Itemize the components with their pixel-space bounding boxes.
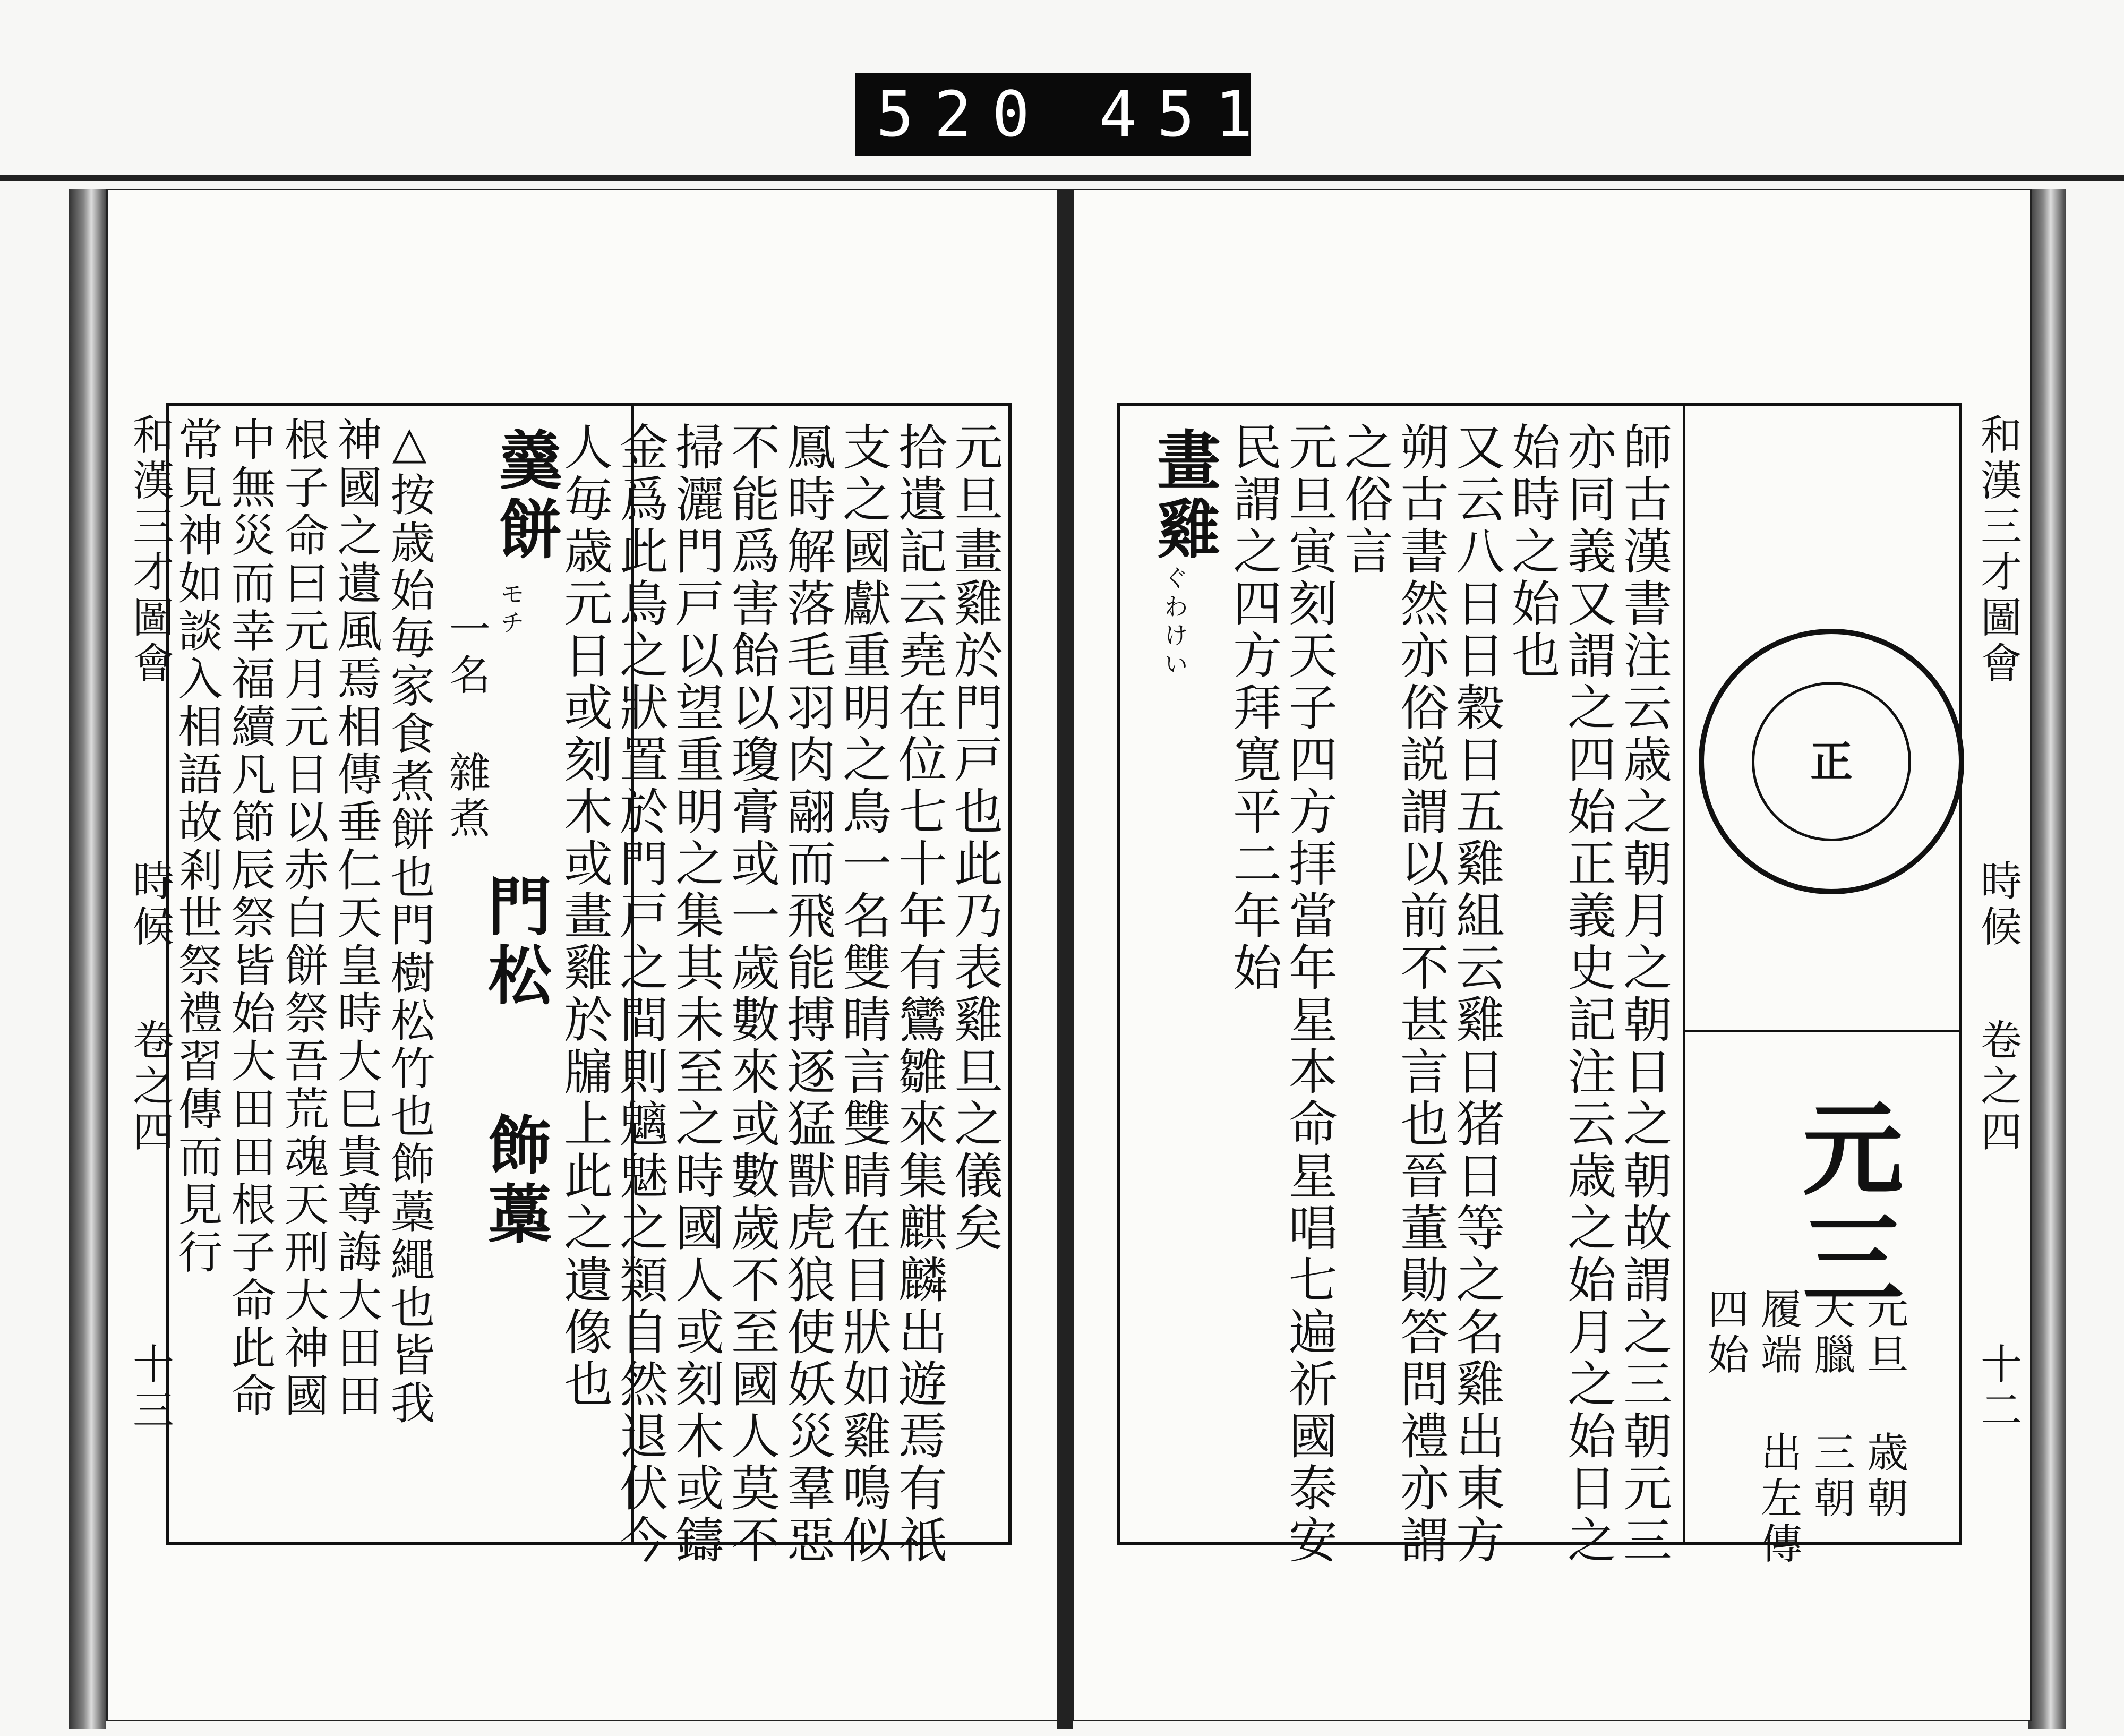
left-page: [106, 189, 1060, 1721]
item-title-kazariwara: 飾藁: [477, 1112, 552, 1250]
sub-item: 履端 出左傳: [1754, 1287, 1802, 1568]
item-reading: ぐわけい: [1160, 565, 1189, 680]
scan-border: [0, 175, 2124, 181]
right-page-header: 和漢三才圖會: [1974, 413, 2022, 687]
left-text-column: 掃灑門戸以望重明之集其未至之時國人或刻木或鑄: [667, 422, 724, 1567]
note-column: 中無災而幸福續凡節辰祭皆始大田田根子命此命: [224, 416, 276, 1420]
section-title-gensan: 元三: [1786, 1096, 1904, 1317]
item-reading: モチ: [496, 581, 525, 638]
left-page-header: 和漢三才圖會: [126, 413, 174, 687]
left-text-frame: [166, 403, 1012, 1567]
right-page-section: 時候: [1974, 859, 2022, 951]
left-text-column: 拾遺記云堯在位七十年有鸞雛來集麒麟出遊焉有祇: [890, 422, 947, 1567]
left-text-column: 鳳時解落毛羽肉翮而飛能搏逐猛獸虎狼使妖災羣惡: [779, 422, 836, 1567]
right-text-column: 亦同義又謂之四始正義史記注云歳之始月之始日之: [1560, 422, 1616, 1567]
left-text-column: 金爲此鳥之狀置於門戸之間則魑魅之類自然退伏今: [612, 422, 669, 1567]
archive-number-right: 451: [1099, 78, 1273, 151]
item-title-kayu-mochi: 羹餅: [488, 427, 563, 565]
right-page-folio: 十二: [1974, 1342, 2022, 1434]
left-text-column: 元旦畫雞於門戸也此乃表雞旦之儀矣: [946, 422, 1003, 1254]
left-page-folio: 十三: [126, 1342, 174, 1434]
note-column: 根子命曰元月元日以赤白餅祭吾荒魂天刑大神國: [277, 416, 329, 1420]
right-page: [1073, 189, 2032, 1721]
left-page-edge: [69, 189, 106, 1729]
sub-item: 四始: [1701, 1287, 1749, 1379]
item-alternate-name: 一名 雜煮: [442, 608, 490, 842]
archive-number-left: 520: [876, 78, 1050, 151]
book-gutter: [1057, 189, 1073, 1729]
left-text-column: 不能爲害飴以瓊膏或一歲數來或數歲不至國人莫不: [723, 422, 780, 1567]
right-text-column: 元旦寅刻天子四方拝當年星本命星唱七遍祈國泰安: [1281, 422, 1338, 1567]
right-page-volume: 卷之四: [1974, 1019, 2022, 1156]
open-book: [69, 189, 2066, 1729]
seal-center-character: 正: [1810, 737, 1853, 786]
left-page-section: 時候: [126, 859, 174, 951]
note-column: 常見神如談入相語故剎世祭禮習傳而見行: [171, 416, 223, 1277]
right-frame-divider: [1683, 406, 1685, 1542]
right-text-column: 民謂之四方拜寛平二年始: [1225, 422, 1282, 994]
left-page-volume: 卷之四: [126, 1019, 174, 1156]
sub-item: 天臘 三朝: [1807, 1287, 1855, 1522]
left-text-column: 支之國獻重明之鳥一名雙睛言雙睛在目狀如雞鳴似: [835, 422, 892, 1567]
archive-label-plate: [855, 73, 1273, 156]
right-text-column: 又云八日日穀日五雞組云雞日猪日等之名雞出東方: [1448, 422, 1505, 1567]
note-column: △按歳始毎家食煮餅也門樹松竹也飾藁繩也皆我: [383, 416, 435, 1427]
item-title-kadomatsu: 門松: [477, 873, 552, 1011]
right-page-edge: [2028, 189, 2066, 1729]
right-text-frame: [1117, 403, 1962, 1568]
right-text-column: 師古漢書注云歳之朝月之朝日之朝故謂之三朝元三: [1615, 422, 1672, 1567]
right-text-column: 之俗言: [1337, 422, 1393, 578]
seal-box-divider: [1683, 1030, 1959, 1032]
right-text-column: 始時之始也: [1504, 422, 1561, 682]
left-text-column: 人毎歳元日或刻木或畫雞於牖上此之遺像也: [556, 422, 613, 1410]
sub-item: 元旦 歳朝: [1860, 1287, 1908, 1522]
note-column: 神國之遺風焉相傳垂仁天皇時大巳貴尊誨大田田: [330, 416, 382, 1420]
right-text-column: 朔古書然亦俗説謂以前不甚言也晉董勛答問禮亦謂: [1392, 422, 1449, 1567]
circular-seal-stamp: [1699, 629, 1964, 894]
item-title-gakei: 畫雞: [1146, 427, 1221, 565]
